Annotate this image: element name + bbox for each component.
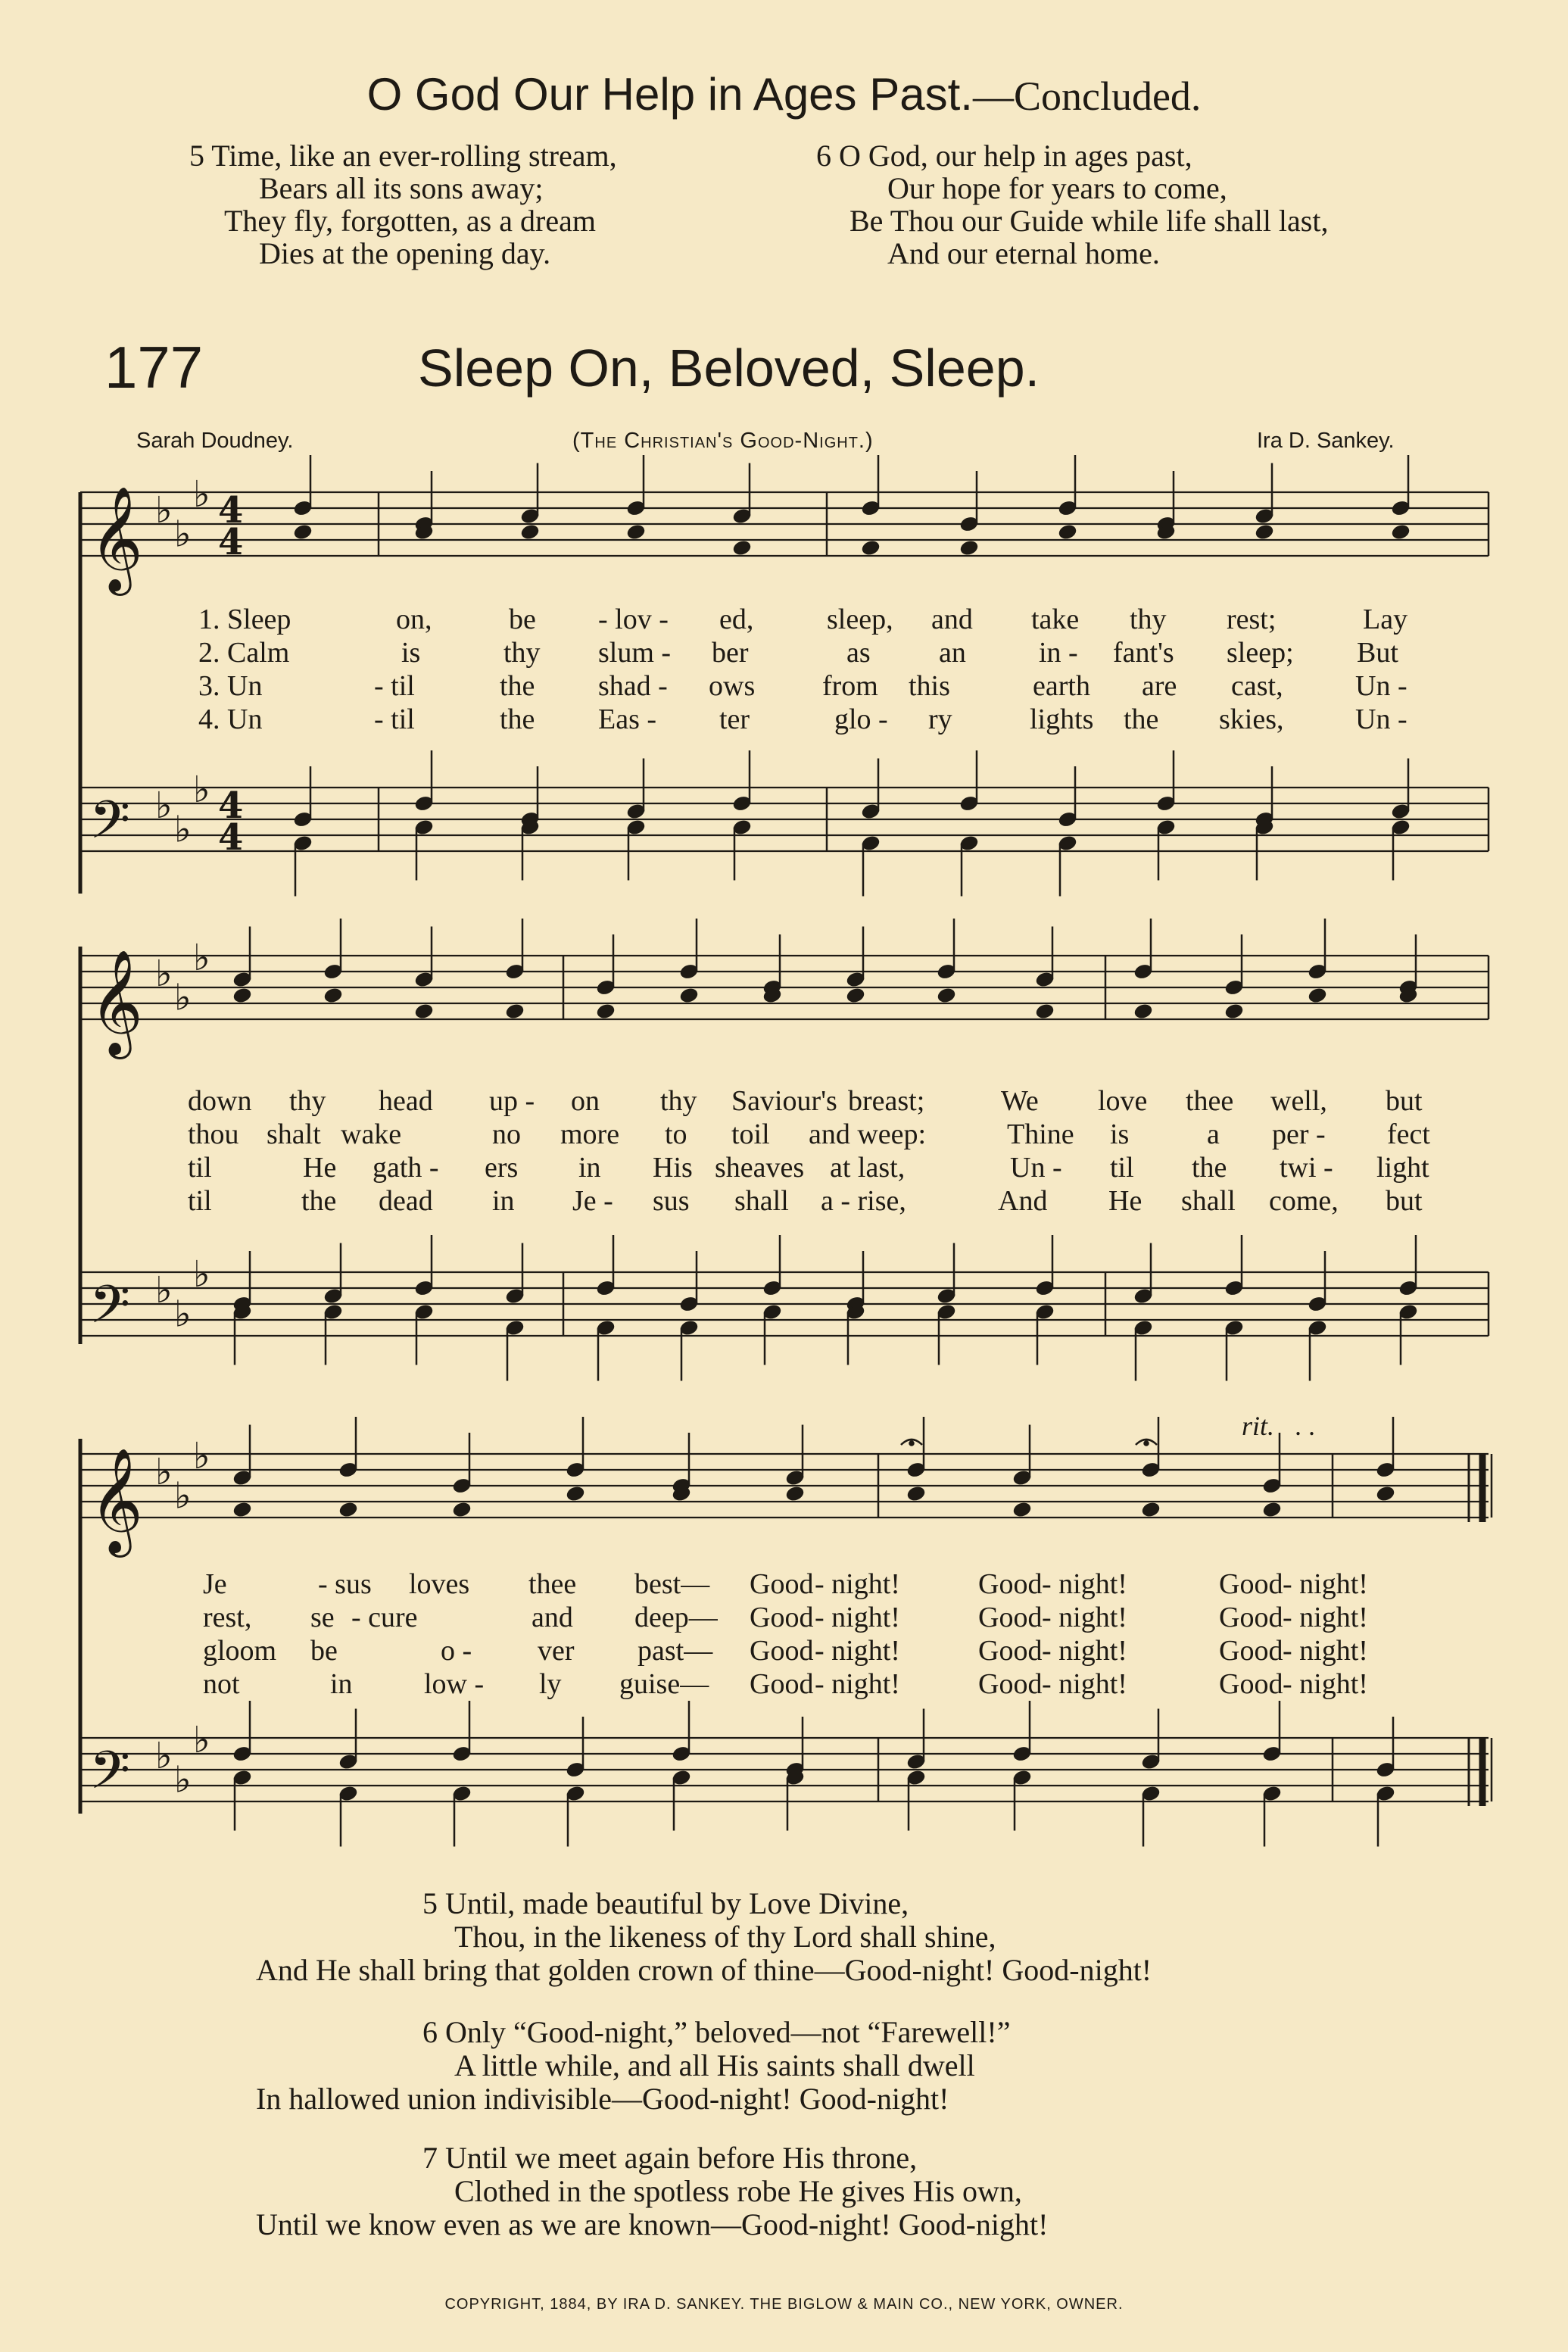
- ritardando-dots: . .: [1295, 1411, 1315, 1441]
- note-head: [1308, 987, 1327, 1004]
- note-head: [232, 987, 252, 1004]
- concluded-label: —Concluded.: [972, 73, 1202, 119]
- stanza-number: 6: [816, 139, 831, 173]
- lyrics-system3-verse4: not in low - ly guise— Good - night! Good - night! Good - night!: [203, 1668, 1368, 1700]
- note-head: [732, 539, 752, 557]
- stanza-line: Our hope for years to come,: [887, 171, 1227, 205]
- stanza-number: 5: [189, 139, 204, 173]
- ritardando-mark: rit.: [1242, 1411, 1275, 1441]
- stanza-number: 6: [422, 2015, 438, 2049]
- stanza-line: Clothed in the spotless robe He gives His own,: [454, 2174, 1022, 2208]
- note-head: [232, 1501, 252, 1518]
- extra-stanza-7: [256, 2141, 1048, 2241]
- note-head: [861, 539, 881, 557]
- flat-icon: ♭: [155, 1268, 173, 1312]
- flat-icon: ♭: [155, 1450, 173, 1493]
- flat-icon: ♭: [155, 488, 173, 532]
- stanza-line: O God, our help in ages past,: [839, 139, 1192, 173]
- flat-icon: ♭: [155, 952, 173, 995]
- note-head: [1035, 1003, 1055, 1020]
- note-head: [1376, 1485, 1395, 1502]
- note-head: [566, 1485, 585, 1502]
- lyrics-system1-verse4: 4. Un - til the Eas - ter glo - ry lights the skies, Un -: [198, 703, 1407, 735]
- hymn-subtitle: (The Christian's Good-Night.): [572, 429, 874, 453]
- time-signature-bottom: 4: [218, 816, 244, 859]
- treble-staff: [80, 492, 1489, 556]
- note-head: [846, 987, 865, 1004]
- note-head: [1058, 523, 1077, 541]
- flat-icon: ♭: [174, 808, 192, 851]
- bass-clef-icon: 𝄢: [89, 1274, 131, 1348]
- stanza-line: Be Thou our Guide while life shall last,: [849, 204, 1329, 238]
- flat-icon: ♭: [155, 1734, 173, 1777]
- flat-icon: ♭: [193, 936, 210, 979]
- extra-stanza-5: [256, 1887, 1152, 1987]
- note-head: [323, 987, 343, 1004]
- flat-icon: ♭: [193, 473, 210, 516]
- stanza-line: Only “Good-night,” beloved—not “Farewell!”: [445, 2015, 1011, 2049]
- note-head: [1224, 1003, 1244, 1020]
- note-head: [1255, 523, 1274, 541]
- flat-icon: ♭: [174, 1474, 192, 1518]
- stanza-line: Time, like an ever-rolling stream,: [211, 139, 617, 173]
- bass-clef-icon: 𝄢: [89, 789, 131, 863]
- lyrics-system2-verse4: til the dead in Je - sus shall a - rise, And He shall come, but: [188, 1185, 1423, 1217]
- treble-staff: [80, 956, 1489, 1019]
- note-head: [906, 1485, 926, 1502]
- hymn-title: Sleep On, Beloved, Sleep.: [418, 338, 1040, 398]
- bass-staff: [80, 1272, 1489, 1336]
- flat-icon: ♭: [193, 1718, 210, 1761]
- lyrics-system1-verse1: 1. Sleep on, be - lov - ed, sleep, and take thy rest; Lay: [198, 604, 1408, 635]
- note-head: [937, 987, 956, 1004]
- note-head: [520, 523, 540, 541]
- stanza-number: 7: [422, 2141, 438, 2175]
- stanza-line: And our eternal home.: [887, 236, 1160, 270]
- author: Sarah Doudney.: [136, 429, 294, 453]
- previous-hymn-title-text: O God Our Help in Ages Past.: [366, 69, 973, 120]
- treble-clef-icon: 𝄞: [89, 486, 143, 591]
- flat-icon: ♭: [174, 1293, 192, 1336]
- stanza-number: 5: [422, 1886, 438, 1920]
- note-head: [338, 1501, 358, 1518]
- treble-clef-icon: 𝄞: [89, 950, 143, 1055]
- extra-stanza-6: [256, 2016, 1010, 2116]
- note-head: [1262, 1501, 1282, 1518]
- lyrics-system2-verse2: thou shalt wake no more to toil and weep: Thine is a per - fect: [188, 1118, 1430, 1150]
- stanza-line: Bears all its sons away;: [259, 171, 544, 205]
- lyrics-system3-verse1: Je - sus loves thee best— Good - night! Good - night! Good - night!: [203, 1568, 1368, 1600]
- note-head: [679, 987, 699, 1004]
- flat-icon: ♭: [155, 784, 173, 827]
- copyright-notice: COPYRIGHT, 1884, BY IRA D. SANKEY. THE BIGLOW & MAIN CO., NEW YORK, OWNER.: [444, 2296, 1124, 2313]
- stanza-line: Dies at the opening day.: [259, 236, 551, 270]
- stanza-line: In hallowed union indivisible—Good-night! Good-night!: [256, 2082, 949, 2116]
- stanza-line: Until we know even as we are known—Good-night! Good-night!: [256, 2207, 1049, 2241]
- time-signature-bottom: 4: [218, 521, 244, 563]
- composer: Ira D. Sankey.: [1257, 429, 1395, 453]
- note-head: [1391, 523, 1411, 541]
- stanza-line: And He shall bring that golden crown of thine—Good-night! Good-night!: [256, 1953, 1152, 1987]
- stanza-line: Thou, in the likeness of thy Lord shall shine,: [454, 1920, 996, 1954]
- lyrics-system1-verse3: 3. Un - til the shad - ows from this earth are cast, Un -: [198, 670, 1407, 702]
- note-head: [1133, 1003, 1153, 1020]
- flat-icon: ♭: [174, 976, 192, 1019]
- flat-icon: ♭: [193, 768, 210, 811]
- note-head: [293, 523, 313, 541]
- lyrics-system3-verse2: rest, se - cure and deep— Good - night! Good - night! Good - night!: [203, 1602, 1368, 1633]
- lyrics-system1-verse2: 2. Calm is thy slum - ber as an in - fant's sleep; But: [198, 637, 1398, 669]
- time-signature-top: 4: [218, 785, 244, 827]
- note-head: [1012, 1501, 1032, 1518]
- lyrics-system2-verse1: down thy head up - on thy Saviour's breast; We love thee well, but: [188, 1085, 1423, 1117]
- note-head: [785, 1485, 805, 1502]
- note-head: [505, 1003, 525, 1020]
- note-head: [414, 1003, 434, 1020]
- flat-icon: ♭: [174, 1758, 192, 1801]
- treble-clef-icon: 𝄞: [89, 1448, 143, 1553]
- stanza-line: Until we meet again before His throne,: [445, 2141, 918, 2175]
- note-head: [959, 539, 979, 557]
- bass-staff: [80, 788, 1489, 851]
- note-head: [626, 523, 646, 541]
- stanza-line: They fly, forgotten, as a dream: [224, 204, 596, 238]
- note-head: [1141, 1501, 1161, 1518]
- lyrics-system2-verse3: til He gath - ers in His sheaves at last, Un - til the twi - light: [188, 1152, 1429, 1184]
- bass-clef-icon: 𝄢: [89, 1739, 131, 1814]
- stanza-line: A little while, and all His saints shall dwell: [454, 2048, 975, 2082]
- flat-icon: ♭: [174, 513, 192, 556]
- flat-icon: ♭: [193, 1252, 210, 1296]
- note-head: [596, 1003, 616, 1020]
- note-head: [452, 1501, 472, 1518]
- lyrics-system3-verse3: gloom be o - ver past— Good - night! Good - night! Good - night!: [203, 1635, 1368, 1667]
- flat-icon: ♭: [193, 1434, 210, 1477]
- hymn-number: 177: [104, 334, 204, 401]
- time-signature-top: 4: [218, 489, 244, 532]
- stanza-line: Until, made beautiful by Love Divine,: [445, 1886, 909, 1920]
